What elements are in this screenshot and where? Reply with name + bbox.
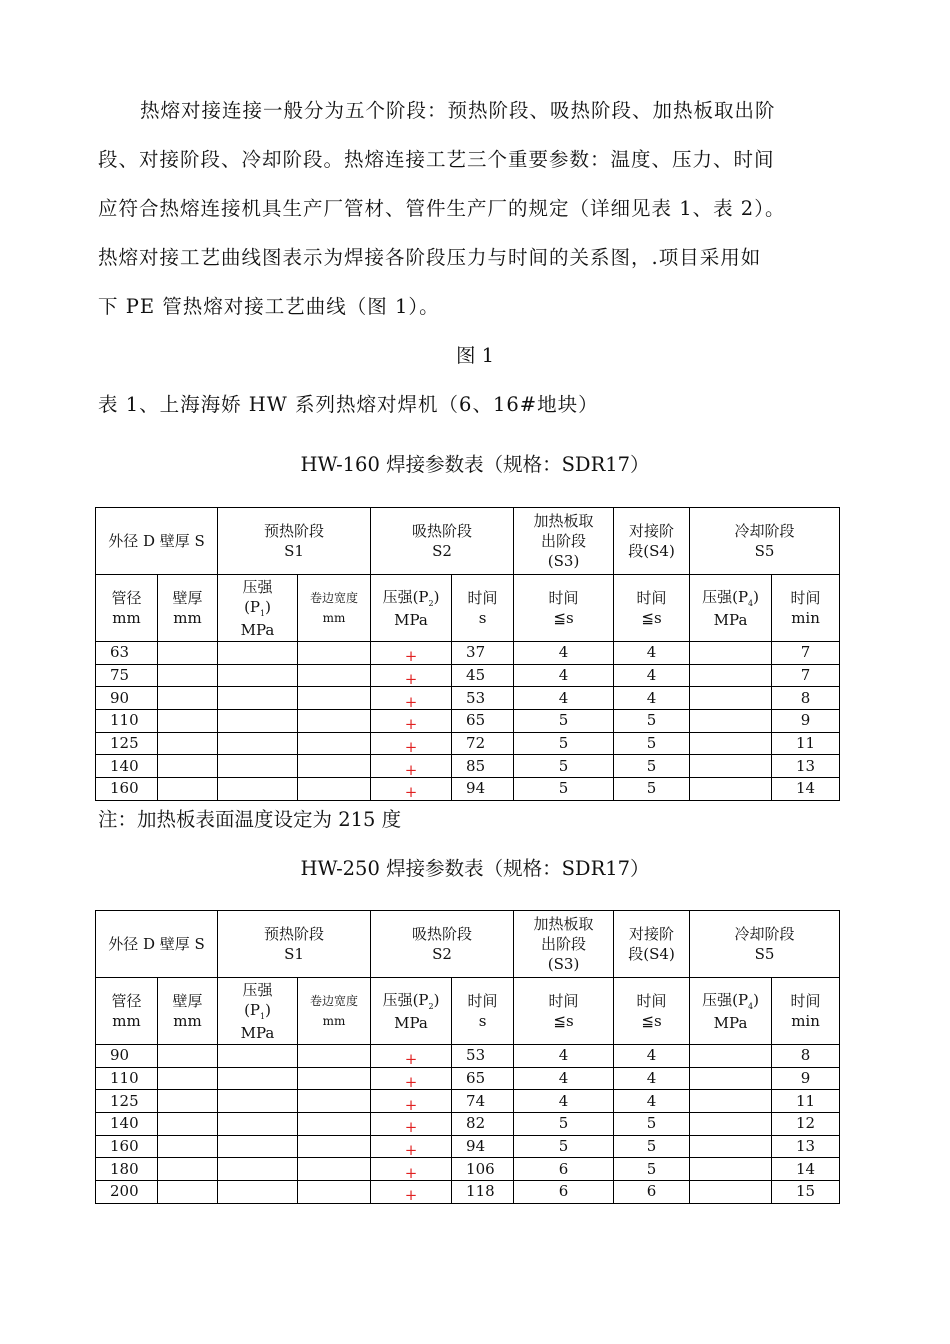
cell-t4: 4 — [614, 642, 690, 665]
cell-wall — [158, 664, 218, 687]
intro-line: 段、对接阶段、冷却阶段。热熔连接工艺三个重要参数：温度、压力、时间 — [98, 148, 775, 171]
cell-wall — [158, 778, 218, 801]
cell-p1 — [218, 710, 298, 733]
cell-t2: 37 — [452, 642, 514, 665]
table-row — [96, 755, 840, 778]
cell-t5: 13 — [772, 1135, 840, 1158]
table-row — [96, 1090, 840, 1113]
cell-p4 — [690, 1045, 772, 1068]
cell-t2: 74 — [452, 1090, 514, 1113]
cell-p1 — [218, 732, 298, 755]
cell-p2 — [371, 1135, 452, 1158]
table1-caption: 表 1、上海海娇 HW 系列热熔对焊机（6、16#地块） — [98, 393, 599, 416]
plus-mark: + — [404, 1163, 418, 1182]
cell-t5: 14 — [772, 778, 840, 801]
cell-bead — [298, 1158, 371, 1181]
table-row — [96, 1135, 840, 1158]
header-p1: 压强 $(P_1)$ MPa — [218, 978, 298, 1045]
cell-p1 — [218, 687, 298, 710]
cell-t5: 9 — [772, 710, 840, 733]
cell-t4: 4 — [614, 1067, 690, 1090]
cell-t2: 118 — [452, 1181, 514, 1204]
cell-bead — [298, 732, 371, 755]
table-row — [96, 664, 840, 687]
cell-wall — [158, 710, 218, 733]
cell-od: 63 — [96, 642, 158, 665]
cell-od: 90 — [96, 1045, 158, 1068]
cell-p2 — [371, 664, 452, 687]
intro-line: 热熔对接连接一般分为五个阶段：预热阶段、吸热阶段、加热板取出阶 — [140, 99, 776, 122]
cell-t5: 9 — [772, 1067, 840, 1090]
cell-p4 — [690, 642, 772, 665]
plus-mark: + — [404, 647, 418, 666]
cell-t3: 4 — [514, 664, 614, 687]
cell-t4: 5 — [614, 755, 690, 778]
cell-wall — [158, 1067, 218, 1090]
cell-t2: 82 — [452, 1113, 514, 1136]
cell-p4 — [690, 664, 772, 687]
cell-od: 125 — [96, 1090, 158, 1113]
cell-wall — [158, 1135, 218, 1158]
cell-p4 — [690, 1135, 772, 1158]
header-od-wall: 外径 D 壁厚 S — [96, 911, 218, 978]
header-t2: 时间 s — [452, 978, 514, 1045]
table-row — [96, 710, 840, 733]
cell-t2: 65 — [452, 710, 514, 733]
cell-t4: 5 — [614, 1113, 690, 1136]
cell-bead — [298, 642, 371, 665]
intro-paragraph — [98, 86, 843, 331]
header-wall: 壁厚 mm — [158, 575, 218, 642]
cell-t5: 11 — [772, 1090, 840, 1113]
table-title-hw160: HW-160 焊接参数表（规格：SDR17） — [300, 453, 650, 476]
cell-t2: 94 — [452, 778, 514, 801]
cell-p4 — [690, 710, 772, 733]
header-cool: 冷却阶段 S5 — [690, 508, 840, 575]
cell-t5: 12 — [772, 1113, 840, 1136]
header-p1: 压强 $(P_1)$ MPa — [218, 575, 298, 642]
cell-p1 — [218, 642, 298, 665]
cell-wall — [158, 755, 218, 778]
cell-t4: 5 — [614, 710, 690, 733]
table-row — [96, 1158, 840, 1181]
cell-p2 — [371, 1113, 452, 1136]
cell-od: 110 — [96, 710, 158, 733]
cell-t2: 45 — [452, 664, 514, 687]
cell-wall — [158, 1113, 218, 1136]
cell-p2 — [371, 642, 452, 665]
cell-bead — [298, 710, 371, 733]
cell-t5: 7 — [772, 642, 840, 665]
cell-t2: 65 — [452, 1067, 514, 1090]
cell-wall — [158, 1158, 218, 1181]
table-row — [96, 1181, 840, 1204]
plus-mark: + — [404, 692, 418, 711]
header-p2: 压强$(P_2)$ MPa — [371, 575, 452, 642]
cell-p1 — [218, 1067, 298, 1090]
header-remove: 加热板取 出阶段 (S3) — [514, 911, 614, 978]
cell-od: 200 — [96, 1181, 158, 1204]
cell-t3: 5 — [514, 710, 614, 733]
param-table-hw160 — [95, 507, 840, 801]
cell-od: 140 — [96, 1113, 158, 1136]
cell-t4: 4 — [614, 664, 690, 687]
header-pipe-dia: 管径 mm — [96, 575, 158, 642]
cell-bead — [298, 755, 371, 778]
cell-t3: 5 — [514, 755, 614, 778]
header-cool: 冷却阶段 S5 — [690, 911, 840, 978]
cell-t3: 6 — [514, 1158, 614, 1181]
table-title-hw250: HW-250 焊接参数表（规格：SDR17） — [300, 857, 650, 880]
header-preheat: 预热阶段 S1 — [218, 911, 371, 978]
plus-mark: + — [404, 1095, 418, 1114]
cell-p4 — [690, 1181, 772, 1204]
intro-line: 热熔对接工艺曲线图表示为焊接各阶段压力与时间的关系图，.项目采用如 — [98, 246, 762, 269]
header-t4: 时间 ≦s — [614, 978, 690, 1045]
table-row — [96, 687, 840, 710]
cell-od: 110 — [96, 1067, 158, 1090]
header-absorb: 吸热阶段 S2 — [371, 508, 514, 575]
cell-t5: 13 — [772, 755, 840, 778]
header-p4: 压强$(P_4)$ MPa — [690, 575, 772, 642]
cell-od: 160 — [96, 1135, 158, 1158]
plus-mark: + — [404, 1050, 418, 1069]
cell-t2: 85 — [452, 755, 514, 778]
table-row — [96, 1067, 840, 1090]
table-row — [96, 778, 840, 801]
cell-t3: 4 — [514, 687, 614, 710]
cell-t4: 4 — [614, 687, 690, 710]
cell-wall — [158, 1181, 218, 1204]
cell-bead — [298, 1135, 371, 1158]
cell-t3: 5 — [514, 778, 614, 801]
cell-t3: 5 — [514, 732, 614, 755]
plus-mark: + — [404, 670, 418, 689]
header-od-wall: 外径 D 壁厚 S — [96, 508, 218, 575]
cell-wall — [158, 1045, 218, 1068]
cell-p4 — [690, 1067, 772, 1090]
header-t5: 时间 min — [772, 575, 840, 642]
cell-t4: 5 — [614, 778, 690, 801]
cell-p1 — [218, 755, 298, 778]
cell-t5: 7 — [772, 664, 840, 687]
cell-p2 — [371, 1090, 452, 1113]
header-butt: 对接阶 段(S4) — [614, 911, 690, 978]
cell-od: 180 — [96, 1158, 158, 1181]
cell-bead — [298, 664, 371, 687]
header-bead-width: 卷边宽度 mm — [298, 978, 371, 1045]
cell-t2: 53 — [452, 1045, 514, 1068]
cell-t2: 106 — [452, 1158, 514, 1181]
cell-p4 — [690, 778, 772, 801]
plus-mark: + — [404, 760, 418, 779]
cell-p4 — [690, 1113, 772, 1136]
table-row — [96, 732, 840, 755]
cell-t3: 4 — [514, 642, 614, 665]
cell-p4 — [690, 1090, 772, 1113]
plus-mark: + — [404, 738, 418, 757]
header-preheat: 预热阶段 S1 — [218, 508, 371, 575]
cell-p2 — [371, 687, 452, 710]
cell-t4: 5 — [614, 1158, 690, 1181]
plus-mark: + — [404, 1141, 418, 1160]
cell-bead — [298, 1181, 371, 1204]
header-wall: 壁厚 mm — [158, 978, 218, 1045]
cell-od: 140 — [96, 755, 158, 778]
cell-wall — [158, 1090, 218, 1113]
cell-t4: 5 — [614, 1135, 690, 1158]
cell-p2 — [371, 1181, 452, 1204]
cell-wall — [158, 687, 218, 710]
intro-line: 下 PE 管热熔对接工艺曲线（图 1）。 — [98, 295, 440, 318]
header-t4: 时间 ≦s — [614, 575, 690, 642]
cell-p2 — [371, 1158, 452, 1181]
cell-t4: 4 — [614, 1090, 690, 1113]
cell-p2 — [371, 710, 452, 733]
header-bead-width: 卷边宽度 mm — [298, 575, 371, 642]
cell-t5: 14 — [772, 1158, 840, 1181]
header-t2: 时间 s — [452, 575, 514, 642]
cell-p2 — [371, 1067, 452, 1090]
cell-p2 — [371, 1045, 452, 1068]
header-p2: 压强$(P_2)$ MPa — [371, 978, 452, 1045]
cell-p2 — [371, 732, 452, 755]
cell-p4 — [690, 755, 772, 778]
cell-p1 — [218, 1181, 298, 1204]
header-p4: 压强$(P_4)$ MPa — [690, 978, 772, 1045]
cell-p4 — [690, 732, 772, 755]
cell-p4 — [690, 1158, 772, 1181]
note: 注：加热板表面温度设定为 215 度 — [98, 808, 402, 831]
cell-od: 125 — [96, 732, 158, 755]
cell-od: 160 — [96, 778, 158, 801]
cell-t2: 72 — [452, 732, 514, 755]
header-pipe-dia: 管径 mm — [96, 978, 158, 1045]
cell-bead — [298, 1090, 371, 1113]
cell-t4: 5 — [614, 732, 690, 755]
cell-t5: 15 — [772, 1181, 840, 1204]
plus-mark: + — [404, 715, 418, 734]
header-butt: 对接阶 段(S4) — [614, 508, 690, 575]
cell-od: 75 — [96, 664, 158, 687]
table-row — [96, 1113, 840, 1136]
cell-p1 — [218, 1113, 298, 1136]
cell-t3: 5 — [514, 1135, 614, 1158]
plus-mark: + — [404, 1118, 418, 1137]
cell-p1 — [218, 1090, 298, 1113]
cell-p1 — [218, 778, 298, 801]
param-table-hw250 — [95, 910, 840, 1204]
cell-bead — [298, 1113, 371, 1136]
cell-t5: 11 — [772, 732, 840, 755]
cell-p1 — [218, 1158, 298, 1181]
cell-bead — [298, 687, 371, 710]
figure-caption: 图 1 — [455, 344, 495, 367]
cell-t2: 94 — [452, 1135, 514, 1158]
table-row — [96, 1045, 840, 1068]
cell-bead — [298, 1067, 371, 1090]
cell-t2: 53 — [452, 687, 514, 710]
cell-t3: 6 — [514, 1181, 614, 1204]
plus-mark: + — [404, 783, 418, 802]
header-t3: 时间 ≦s — [514, 575, 614, 642]
plus-mark: + — [404, 1186, 418, 1205]
cell-p2 — [371, 778, 452, 801]
cell-t3: 4 — [514, 1090, 614, 1113]
cell-t3: 5 — [514, 1113, 614, 1136]
table-row — [96, 642, 840, 665]
header-t5: 时间 min — [772, 978, 840, 1045]
header-t3: 时间 ≦s — [514, 978, 614, 1045]
cell-t5: 8 — [772, 1045, 840, 1068]
cell-p1 — [218, 1135, 298, 1158]
intro-line: 应符合热熔连接机具生产厂管材、管件生产厂的规定（详细见表 1、表 2）。 — [98, 197, 786, 220]
header-remove: 加热板取 出阶段 (S3) — [514, 508, 614, 575]
cell-od: 90 — [96, 687, 158, 710]
cell-t5: 8 — [772, 687, 840, 710]
cell-t3: 4 — [514, 1045, 614, 1068]
cell-bead — [298, 778, 371, 801]
cell-t4: 4 — [614, 1045, 690, 1068]
cell-p1 — [218, 664, 298, 687]
cell-p2 — [371, 755, 452, 778]
cell-t3: 4 — [514, 1067, 614, 1090]
cell-p4 — [690, 687, 772, 710]
header-absorb: 吸热阶段 S2 — [371, 911, 514, 978]
cell-bead — [298, 1045, 371, 1068]
plus-mark: + — [404, 1073, 418, 1092]
cell-t4: 6 — [614, 1181, 690, 1204]
cell-wall — [158, 642, 218, 665]
cell-p1 — [218, 1045, 298, 1068]
cell-wall — [158, 732, 218, 755]
